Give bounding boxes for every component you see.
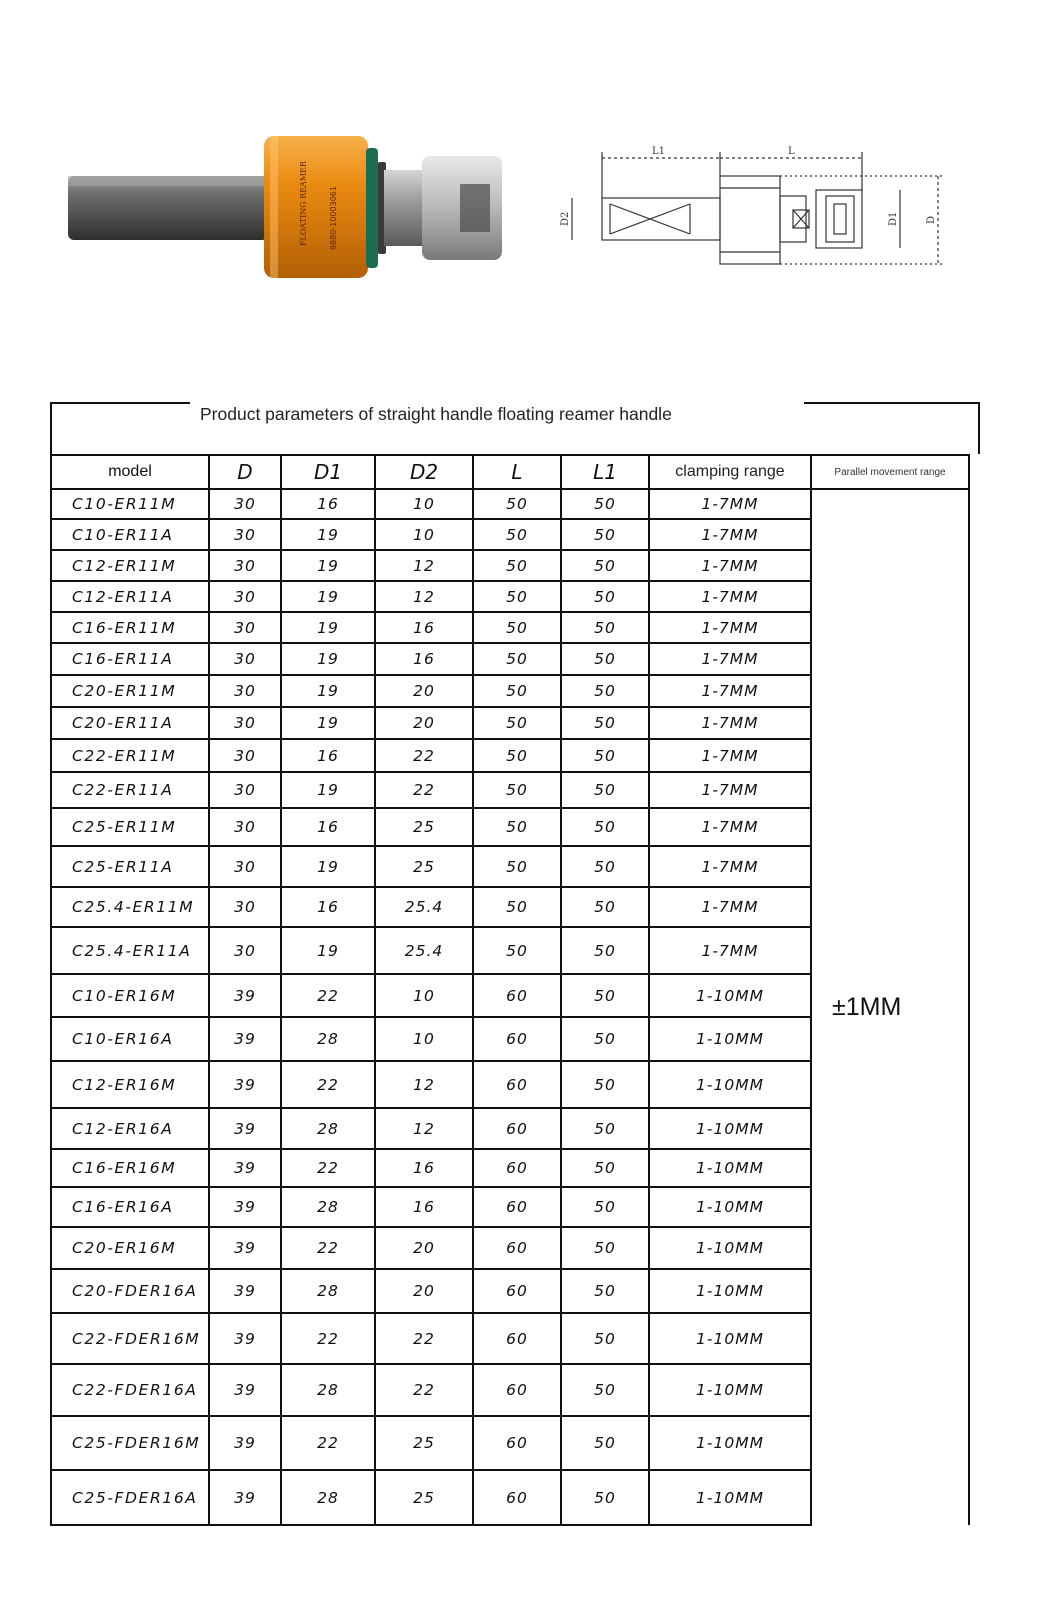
- param-table: [50, 454, 970, 1526]
- cell-L1: 50: [561, 739, 649, 772]
- cell-clamping-range: 1-7MM: [649, 612, 811, 643]
- cell-L1: 50: [561, 927, 649, 974]
- cell-L: 60: [473, 1416, 561, 1470]
- cell-model: C10-ER16M: [51, 974, 209, 1017]
- cell-L: 50: [473, 887, 561, 927]
- cell-D1: 16: [281, 808, 375, 846]
- table-title: Product parameters of straight handle floating reamer handle: [200, 404, 672, 424]
- cell-D: 39: [209, 1017, 281, 1061]
- cell-D2: 20: [375, 1269, 473, 1313]
- cell-D1: 19: [281, 643, 375, 675]
- cell-L: 50: [473, 612, 561, 643]
- cell-model: C25-ER11A: [51, 846, 209, 887]
- cell-L: 60: [473, 1269, 561, 1313]
- cell-L: 60: [473, 974, 561, 1017]
- cell-clamping-range: 1-10MM: [649, 1149, 811, 1187]
- cell-D: 39: [209, 1313, 281, 1364]
- cell-D2: 20: [375, 1227, 473, 1269]
- cell-D: 39: [209, 1108, 281, 1149]
- cell-model: C12-ER11A: [51, 581, 209, 612]
- floating-body: [264, 136, 368, 278]
- cell-clamping-range: 1-7MM: [649, 550, 811, 581]
- cell-model: C25-FDER16A: [51, 1470, 209, 1525]
- cell-clamping-range: 1-7MM: [649, 519, 811, 550]
- cell-clamping-range: 1-7MM: [649, 772, 811, 808]
- cell-clamping-range: 1-10MM: [649, 1187, 811, 1227]
- header-clamping-range: clamping range: [649, 455, 811, 489]
- cell-model: C25.4-ER11A: [51, 927, 209, 974]
- cell-L: 50: [473, 772, 561, 808]
- cell-L1: 50: [561, 772, 649, 808]
- cell-L1: 50: [561, 707, 649, 739]
- cell-D1: 19: [281, 927, 375, 974]
- cell-D1: 28: [281, 1187, 375, 1227]
- cell-L1: 50: [561, 1364, 649, 1416]
- cell-model: C20-FDER16A: [51, 1269, 209, 1313]
- cell-L1: 50: [561, 1416, 649, 1470]
- dim-label-L: L: [788, 146, 795, 157]
- cell-model: C20-ER11A: [51, 707, 209, 739]
- header-D: D: [209, 455, 281, 489]
- cell-L: 60: [473, 1313, 561, 1364]
- cell-L: 60: [473, 1364, 561, 1416]
- cell-D: 39: [209, 1149, 281, 1187]
- header-model: model: [51, 455, 209, 489]
- cell-model: C16-ER16M: [51, 1149, 209, 1187]
- cell-clamping-range: 1-10MM: [649, 1470, 811, 1525]
- header-D2: D2: [375, 455, 473, 489]
- table-header-row: [51, 455, 969, 489]
- cell-clamping-range: 1-10MM: [649, 1313, 811, 1364]
- cell-L1: 50: [561, 1470, 649, 1525]
- cell-L: 60: [473, 1227, 561, 1269]
- engraving-brand: FLOATING REAMER: [299, 161, 308, 246]
- cell-D: 30: [209, 739, 281, 772]
- cell-model: C12-ER16M: [51, 1061, 209, 1108]
- cell-D1: 19: [281, 581, 375, 612]
- cell-D2: 10: [375, 489, 473, 519]
- cell-D1: 19: [281, 707, 375, 739]
- cell-D1: 19: [281, 846, 375, 887]
- cell-model: C22-ER11M: [51, 739, 209, 772]
- cell-L: 60: [473, 1061, 561, 1108]
- header-parallel-movement: Parallel movement range: [811, 455, 969, 489]
- cell-D2: 22: [375, 1364, 473, 1416]
- cell-D2: 10: [375, 974, 473, 1017]
- cell-L: 50: [473, 846, 561, 887]
- header-L1: L1: [561, 455, 649, 489]
- cell-D: 39: [209, 1061, 281, 1108]
- dim-label-L1: L1: [652, 146, 666, 157]
- cell-model: C16-ER16A: [51, 1187, 209, 1227]
- cell-model: C25.4-ER11M: [51, 887, 209, 927]
- cell-D1: 22: [281, 1313, 375, 1364]
- cell-model: C20-ER16M: [51, 1227, 209, 1269]
- cell-clamping-range: 1-10MM: [649, 1269, 811, 1313]
- cell-model: C22-FDER16M: [51, 1313, 209, 1364]
- cell-D: 39: [209, 974, 281, 1017]
- cell-D: 39: [209, 1269, 281, 1313]
- cell-L: 60: [473, 1470, 561, 1525]
- cell-D2: 20: [375, 707, 473, 739]
- cell-model: C16-ER11A: [51, 643, 209, 675]
- cell-clamping-range: 1-7MM: [649, 489, 811, 519]
- cell-D: 39: [209, 1470, 281, 1525]
- cell-L1: 50: [561, 808, 649, 846]
- cell-D: 30: [209, 550, 281, 581]
- cell-L1: 50: [561, 550, 649, 581]
- cell-clamping-range: 1-7MM: [649, 846, 811, 887]
- cell-L1: 50: [561, 974, 649, 1017]
- cell-model: C10-ER11M: [51, 489, 209, 519]
- cell-D2: 22: [375, 1313, 473, 1364]
- cell-L1: 50: [561, 643, 649, 675]
- cell-L1: 50: [561, 1108, 649, 1149]
- cell-model: C25-ER11M: [51, 808, 209, 846]
- cell-D2: 16: [375, 612, 473, 643]
- cell-model: C16-ER11M: [51, 612, 209, 643]
- cell-D: 30: [209, 675, 281, 707]
- cell-D2: 25.4: [375, 927, 473, 974]
- cell-D2: 12: [375, 1061, 473, 1108]
- dim-label-D: D: [926, 215, 937, 224]
- cell-L1: 50: [561, 519, 649, 550]
- cell-model: C12-ER16A: [51, 1108, 209, 1149]
- cell-L: 60: [473, 1108, 561, 1149]
- cell-D: 30: [209, 887, 281, 927]
- cell-L: 50: [473, 519, 561, 550]
- cell-clamping-range: 1-7MM: [649, 927, 811, 974]
- cell-D1: 28: [281, 1364, 375, 1416]
- cell-clamping-range: 1-10MM: [649, 1416, 811, 1470]
- cell-clamping-range: 1-10MM: [649, 1364, 811, 1416]
- cell-D1: 28: [281, 1269, 375, 1313]
- cell-L: 50: [473, 808, 561, 846]
- cell-L: 50: [473, 675, 561, 707]
- cell-D1: 28: [281, 1108, 375, 1149]
- cell-D1: 19: [281, 612, 375, 643]
- header-D1: D1: [281, 455, 375, 489]
- cell-model: C20-ER11M: [51, 675, 209, 707]
- cell-D2: 25: [375, 846, 473, 887]
- cell-model: C10-ER11A: [51, 519, 209, 550]
- cell-D1: 19: [281, 772, 375, 808]
- dim-label-D2: D2: [560, 211, 571, 226]
- cell-L: 60: [473, 1187, 561, 1227]
- table-row: [51, 489, 969, 519]
- cell-L1: 50: [561, 1227, 649, 1269]
- cell-D1: 22: [281, 1416, 375, 1470]
- cell-clamping-range: 1-10MM: [649, 1061, 811, 1108]
- table-title-row: [50, 402, 980, 454]
- cell-L1: 50: [561, 675, 649, 707]
- cell-L: 50: [473, 581, 561, 612]
- cell-D1: 16: [281, 887, 375, 927]
- cell-L1: 50: [561, 1017, 649, 1061]
- cell-L1: 50: [561, 612, 649, 643]
- cell-D: 30: [209, 846, 281, 887]
- cell-D2: 22: [375, 739, 473, 772]
- cell-L1: 50: [561, 1187, 649, 1227]
- cell-D1: 19: [281, 550, 375, 581]
- cell-D: 30: [209, 581, 281, 612]
- cell-D1: 19: [281, 519, 375, 550]
- cell-D: 30: [209, 612, 281, 643]
- cell-L: 50: [473, 927, 561, 974]
- cell-clamping-range: 1-7MM: [649, 643, 811, 675]
- cell-D1: 22: [281, 1061, 375, 1108]
- parameter-table: [50, 402, 980, 1526]
- cell-D2: 20: [375, 675, 473, 707]
- cell-model: C10-ER16A: [51, 1017, 209, 1061]
- cell-D1: 28: [281, 1470, 375, 1525]
- cell-D2: 10: [375, 519, 473, 550]
- cell-D1: 19: [281, 675, 375, 707]
- engraving-code: 9880-10003061: [329, 186, 338, 250]
- cell-D1: 22: [281, 1149, 375, 1187]
- cell-D2: 12: [375, 550, 473, 581]
- cell-D: 30: [209, 707, 281, 739]
- cell-D: 30: [209, 808, 281, 846]
- cell-clamping-range: 1-7MM: [649, 581, 811, 612]
- cell-D2: 25: [375, 1416, 473, 1470]
- cell-D: 30: [209, 643, 281, 675]
- cell-L: 50: [473, 489, 561, 519]
- cell-clamping-range: 1-10MM: [649, 1108, 811, 1149]
- cell-L: 50: [473, 707, 561, 739]
- cell-D2: 16: [375, 643, 473, 675]
- cell-clamping-range: 1-10MM: [649, 974, 811, 1017]
- cell-L: 50: [473, 739, 561, 772]
- cell-L: 60: [473, 1149, 561, 1187]
- cell-D: 30: [209, 772, 281, 808]
- cell-parallel-movement-value: ±1MM: [811, 489, 969, 1525]
- cell-D: 30: [209, 489, 281, 519]
- cell-clamping-range: 1-10MM: [649, 1227, 811, 1269]
- cell-D: 30: [209, 519, 281, 550]
- cell-L1: 50: [561, 1149, 649, 1187]
- cell-L: 50: [473, 550, 561, 581]
- cell-clamping-range: 1-7MM: [649, 887, 811, 927]
- cell-D2: 22: [375, 772, 473, 808]
- cell-D: 30: [209, 927, 281, 974]
- cell-D2: 25: [375, 808, 473, 846]
- cell-clamping-range: 1-7MM: [649, 739, 811, 772]
- cell-D1: 16: [281, 489, 375, 519]
- cell-clamping-range: 1-7MM: [649, 707, 811, 739]
- cell-clamping-range: 1-7MM: [649, 675, 811, 707]
- cell-L1: 50: [561, 887, 649, 927]
- cell-D: 39: [209, 1416, 281, 1470]
- cell-L1: 50: [561, 581, 649, 612]
- cell-model: C22-ER11A: [51, 772, 209, 808]
- cell-D: 39: [209, 1187, 281, 1227]
- cell-L1: 50: [561, 846, 649, 887]
- cell-D2: 10: [375, 1017, 473, 1061]
- header-L: L: [473, 455, 561, 489]
- cell-L1: 50: [561, 1269, 649, 1313]
- product-photo: [60, 128, 520, 288]
- cell-D: 39: [209, 1227, 281, 1269]
- cell-L1: 50: [561, 1313, 649, 1364]
- cell-D2: 16: [375, 1187, 473, 1227]
- cell-L1: 50: [561, 1061, 649, 1108]
- cell-model: C25-FDER16M: [51, 1416, 209, 1470]
- cell-L: 60: [473, 1017, 561, 1061]
- cell-D2: 12: [375, 1108, 473, 1149]
- cell-D2: 16: [375, 1149, 473, 1187]
- cell-L: 50: [473, 643, 561, 675]
- cell-L1: 50: [561, 489, 649, 519]
- cell-D2: 12: [375, 581, 473, 612]
- cell-clamping-range: 1-10MM: [649, 1017, 811, 1061]
- seal-ring: [366, 148, 378, 268]
- cell-D1: 28: [281, 1017, 375, 1061]
- cell-D2: 25.4: [375, 887, 473, 927]
- cell-D: 39: [209, 1364, 281, 1416]
- cell-D2: 25: [375, 1470, 473, 1525]
- cell-D1: 16: [281, 739, 375, 772]
- cell-clamping-range: 1-7MM: [649, 808, 811, 846]
- dim-label-D1: D1: [888, 211, 899, 226]
- technical-drawing: [560, 140, 960, 280]
- cell-model: C22-FDER16A: [51, 1364, 209, 1416]
- cell-model: C12-ER11M: [51, 550, 209, 581]
- cell-D1: 22: [281, 1227, 375, 1269]
- cell-D1: 22: [281, 974, 375, 1017]
